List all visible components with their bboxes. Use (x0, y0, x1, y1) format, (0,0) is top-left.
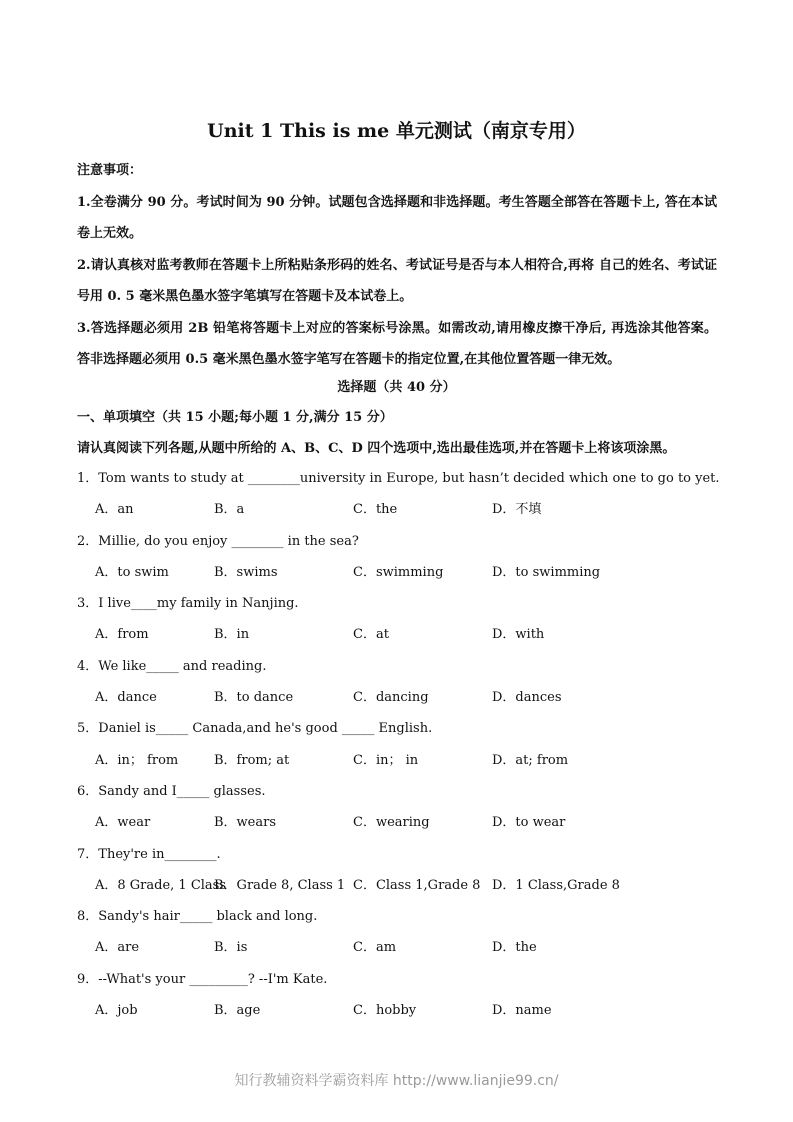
option-c: C．am (353, 940, 397, 956)
question-stem: 8．Sandy's hair_____ black and long. (77, 909, 318, 925)
question-item (77, 906, 727, 969)
question-stem: 7．They're in________. (77, 846, 221, 862)
question-list (77, 468, 727, 1031)
notes-block (77, 155, 717, 376)
option-b: B．in (214, 627, 250, 643)
question-item (77, 781, 727, 844)
instruction-text: 请认真阅读下列各题,从题中所给的 A、B、C、D 四个选项中,选出最佳选项,并在答题卡上将该项涂黑。 (77, 441, 676, 456)
option-c: C．Class 1,Grade 8 (353, 877, 481, 893)
question-item (77, 593, 727, 656)
option-d: D．at; from (492, 752, 569, 768)
option-a: A．in； from (95, 752, 179, 768)
option-d: D．不填 (492, 502, 542, 518)
option-a: A．from (95, 627, 149, 643)
question-stem: 1．Tom wants to study at ________university in Europe, but hasn’t decided which one to go to yet. (77, 471, 720, 486)
option-d: D．to wear (492, 815, 566, 831)
option-b: B．wears (214, 815, 277, 831)
page-title: Unit 1 This is me 单元测试（南京专用） (207, 120, 586, 142)
question-stem: 5．Daniel is_____ Canada,and he's good _____ English. (77, 721, 433, 737)
option-row (77, 812, 727, 843)
option-b: B．a (214, 502, 245, 518)
option-row (77, 624, 727, 655)
question-stem: 2．Millie, do you enjoy ________ in the sea? (77, 533, 359, 549)
option-b: B．age (214, 1003, 261, 1019)
notes-item: 2.请认真核对监考教师在答题卡上所粘贴条形码的姓名、考试证号是否与本人相符合,再将 自己的姓名、考试证号用 0. 5 毫米黑色墨水签字笔填写在答题卡及本试卷上。 (77, 257, 717, 304)
notes-heading: 注意事项： (77, 163, 143, 178)
option-c: C．dancing (353, 690, 429, 706)
option-b: B．to dance (214, 690, 294, 706)
option-c: C．in； in (353, 752, 419, 768)
option-row (77, 750, 727, 781)
option-row (77, 562, 727, 593)
question-item (77, 718, 727, 781)
question-item (77, 844, 727, 907)
option-c: C．wearing (353, 815, 430, 831)
option-row (77, 687, 727, 718)
option-d: D．dances (492, 690, 562, 706)
option-b: B．is (214, 940, 248, 956)
option-d: D．the (492, 940, 537, 956)
option-a: A．dance (95, 690, 157, 706)
option-a: A．wear (95, 815, 151, 831)
option-a: A．are (95, 940, 140, 956)
question-item (77, 656, 727, 719)
question-stem: 9．--What's your _________? --I'm Kate. (77, 971, 328, 987)
question-stem: 6．Sandy and I_____ glasses. (77, 783, 266, 799)
option-a: A．to swim (95, 564, 169, 580)
question-item (77, 969, 727, 1032)
notes-item: 3.答选择题必须用 2B 铅笔将答题卡上对应的答案标号涂黑。如需改动,请用橡皮擦干净后, 再选涂其他答案。答非选择题必须用 0.5 毫米黑色墨水签字笔写在答题卡的指定位置,在其他位置答题一律无效。 (77, 320, 717, 367)
option-c: C．the (353, 502, 398, 518)
option-row (77, 875, 727, 906)
option-a: A．job (95, 1003, 138, 1019)
option-row (77, 937, 727, 968)
footer-watermark: 知行教辅资料学霸资料库 http://www.lianjie99.cn/ (234, 1073, 559, 1089)
section-heading: 选择题（共 40 分） (337, 380, 456, 395)
part-heading: 一、单项填空（共 15 小题;每小题 1 分,满分 15 分） (77, 410, 393, 425)
question-stem: 3．I live____my family in Nanjing. (77, 596, 299, 612)
question-item (77, 531, 727, 594)
option-b: B．swims (214, 564, 278, 580)
option-b: B．from; at (214, 752, 290, 768)
question-item (77, 468, 727, 531)
option-b: B．Grade 8, Class 1 (214, 877, 346, 893)
option-a: A．8 Grade, 1 Class (95, 877, 227, 893)
option-d: D．with (492, 627, 545, 643)
option-c: C．hobby (353, 1003, 417, 1019)
option-row (77, 1000, 727, 1031)
notes-item: 1.全卷满分 90 分。考试时间为 90 分钟。试题包含选择题和非选择题。考生答题全部答在答题卡上, 答在本试卷上无效。 (77, 194, 717, 241)
option-row (77, 499, 727, 530)
question-stem: 4．We like_____ and reading. (77, 658, 267, 674)
option-a: A．an (95, 502, 134, 518)
option-c: C．swimming (353, 564, 444, 580)
option-c: C．at (353, 627, 389, 643)
option-d: D．1 Class,Grade 8 (492, 877, 620, 893)
option-d: D．name (492, 1003, 552, 1019)
option-d: D．to swimming (492, 564, 601, 580)
